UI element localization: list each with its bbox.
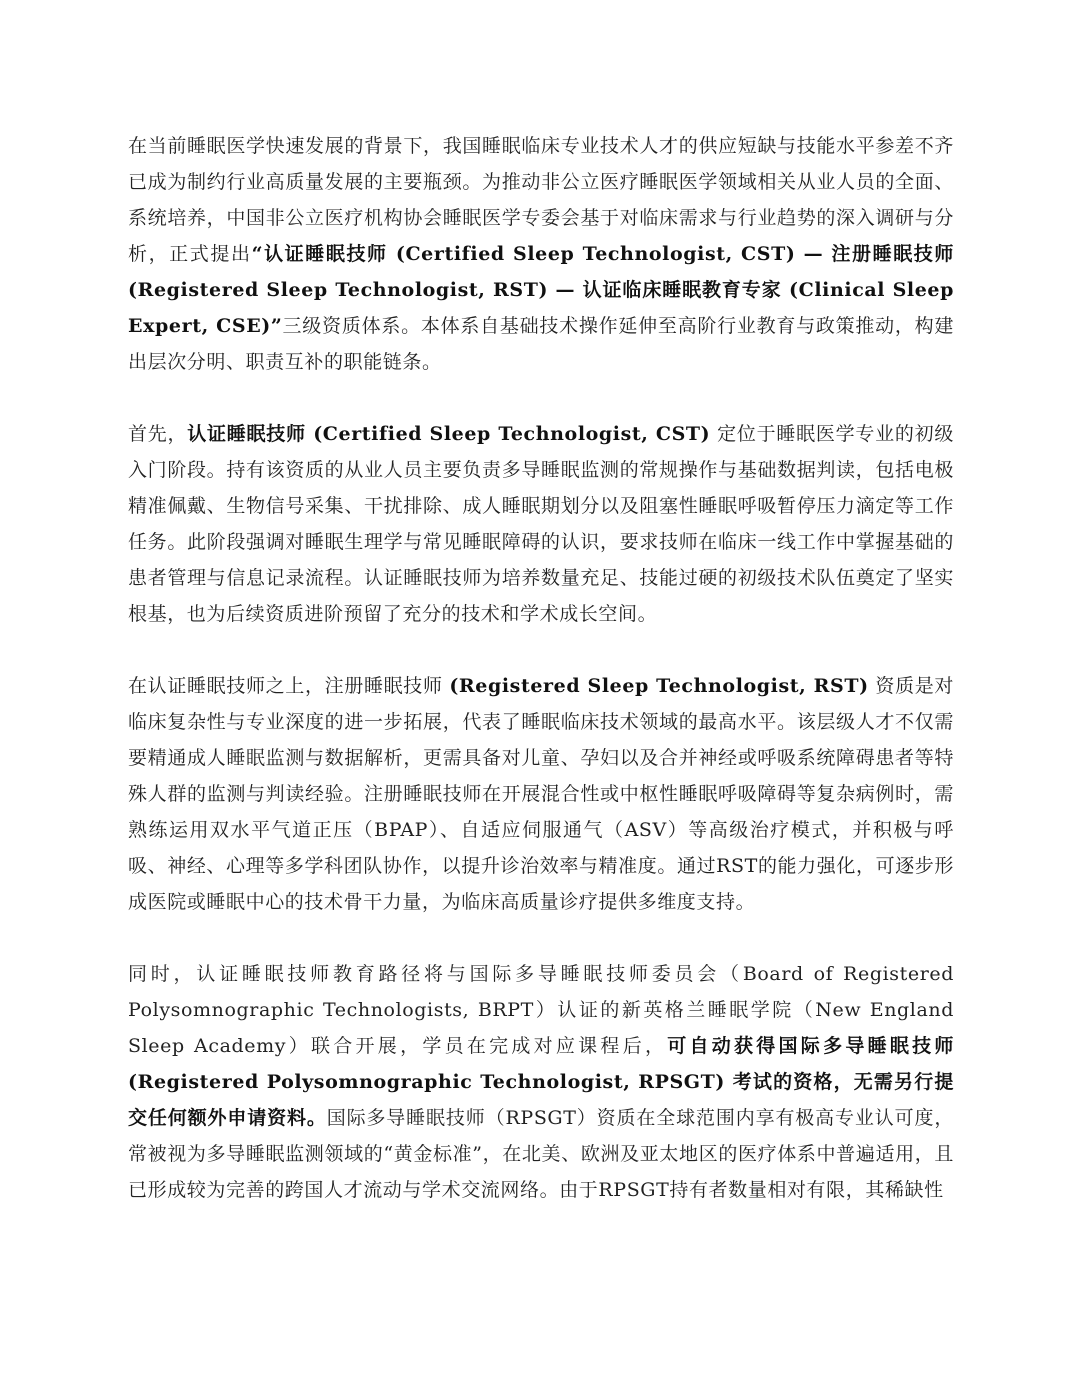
text-run: 定位于睡眠医学专业的初级入门阶段。持有该资质的从业人员主要负责多导睡眠监测的常规操作与基础数据判读，包括电极精准佩戴、生物信号采集、干扰排除、成人睡眠期划分以及阻塞性睡眠呼吸暂停压力滴定等工作任务。此阶段强调对睡眠生理学与常见睡眠障碍的认识，要求技师在临床一线工作中掌握基础的患者管理与信息记录流程。认证睡眠技师为培养数量充足、技能过硬的初级技术队伍奠定了坚实根基，也为后续资质进阶预留了充分的技术和学术成长空间。 [128, 423, 954, 625]
paragraph-cst [128, 416, 954, 632]
paragraph-rpsgt [128, 956, 954, 1208]
bold-text-run: 可自动获得国际多导睡眠技师 (Registered Polysomnographic Technologist, RPSGT) 考试的资格，无需另行提交任何额外申请资料。 [128, 1035, 954, 1129]
text-run: 三级资质体系。本体系自基础技术操作延伸至高阶行业教育与政策推动，构建出层次分明、职责互补的职能链条。 [128, 315, 954, 373]
document-body [128, 128, 954, 1208]
text-run: 首先， [128, 423, 188, 445]
text-run: 同时，认证睡眠技师教育路径将与国际多导睡眠技师委员会（Board of Registered Polysomnographic Technologists, BRPT）认证的新英格兰睡眠学院（New England Sleep Academy）联合开展，学员在完成对应课程后， [128, 963, 954, 1057]
text-run: 在当前睡眠医学快速发展的背景下，我国睡眠临床专业技术人才的供应短缺与技能水平参差不齐已成为制约行业高质量发展的主要瓶颈。为推动非公立医疗睡眠医学领域相关从业人员的全面、系统培养，中国非公立医疗机构协会睡眠医学专委会基于对临床需求与行业趋势的深入调研与分析，正式提出 [128, 135, 954, 265]
paragraph-qualification-system [128, 128, 954, 380]
text-run: 在认证睡眠技师之上，注册睡眠技师 [128, 675, 450, 697]
text-run: 资质是对临床复杂性与专业深度的进一步拓展，代表了睡眠临床技术领域的最高水平。该层级人才不仅需要精通成人睡眠监测与数据解析，更需具备对儿童、孕妇以及合并神经或呼吸系统障碍患者等特殊人群的监测与判读经验。注册睡眠技师在开展混合性或中枢性睡眠呼吸障碍等复杂病例时，需熟练运用双水平气道正压（BPAP）、自适应伺服通气（ASV）等高级治疗模式，并积极与呼吸、神经、心理等多学科团队协作，以提升诊治效率与精准度。通过RST的能力强化，可逐步形成医院或睡眠中心的技术骨干力量，为临床高质量诊疗提供多维度支持。 [128, 675, 954, 913]
bold-text-run: (Registered Sleep Technologist, RST) [449, 675, 869, 697]
bold-text-run: “认证睡眠技师 (Certified Sleep Technologist, CST) — 注册睡眠技师 (Registered Sleep Technologist, RST) — 认证临床睡眠教育专家 (Clinical Sleep Expert, CSE)” [128, 243, 954, 337]
bold-text-run: 认证睡眠技师 (Certified Sleep Technologist, CST) [187, 423, 711, 445]
text-run: 国际多导睡眠技师（RPSGT）资质在全球范围内享有极高专业认可度，常被视为多导睡眠监测领域的“黄金标准”，在北美、欧洲及亚太地区的医疗体系中普遍适用，且已形成较为完善的跨国人才流动与学术交流网络。由于RPSGT持有者数量相对有限，其稀缺性 [128, 1107, 954, 1201]
paragraph-rst [128, 668, 954, 920]
